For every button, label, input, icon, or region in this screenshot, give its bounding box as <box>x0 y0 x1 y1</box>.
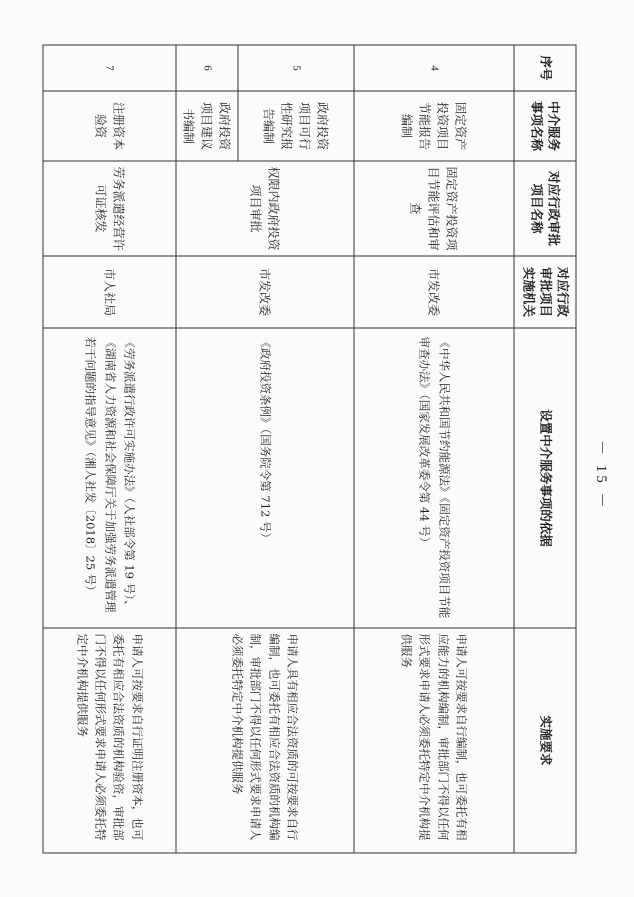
row-no: 4 <box>354 45 514 91</box>
row-agency: 市人社局 <box>43 256 176 328</box>
header-agency: 对应行政审批项目实施机关 <box>514 256 576 328</box>
row-approval: 劳务派遣经营许可证核发 <box>43 161 176 256</box>
row-requirement: 申请人可按要求自行证明注册资本，也可委托有相应合法资质的机构验资，审批部门不得以任何形式要求申请人必须委托特定中介机构提供服务 <box>43 628 176 853</box>
row-basis: 《中华人民共和国节约能源法》《固定资产投资项目节能审查办法》（国家发展改革委令第 44 号） <box>354 328 514 628</box>
header-requirement: 实施要求 <box>514 628 576 853</box>
row-no: 6 <box>176 45 238 91</box>
row-approval: 固定资产投资项目节能评估和审查 <box>354 161 514 256</box>
row-basis: 《政府投资条例》（国务院令第 712 号） <box>176 328 354 628</box>
header-service: 中介服务事项名称 <box>514 91 576 161</box>
row-no: 7 <box>43 45 176 91</box>
table-row <box>354 45 514 853</box>
row-service: 固定资产投资项目节能报告编制 <box>354 91 514 161</box>
table-row <box>43 45 176 853</box>
rotated-table-frame <box>44 45 577 853</box>
header-basis: 设置中介服务事项的依据 <box>514 328 576 628</box>
intermediary-services-table <box>43 45 577 854</box>
row-service: 注册资本验资 <box>43 91 176 161</box>
row-service: 政府投资项目可行性研究报告编制 <box>238 91 354 161</box>
table-row <box>238 45 354 853</box>
table-header-row <box>514 45 576 853</box>
header-approval: 对应行政审批项目名称 <box>514 161 576 256</box>
row-agency: 市发改委 <box>176 256 354 328</box>
row-requirement: 申请人可按要求自行编制，也可委托有相应能力的机构编制，审批部门不得以任何形式要求申请人必须委托特定中介机构提供服务 <box>354 628 514 853</box>
row-agency: 市发改委 <box>354 256 514 328</box>
row-no: 5 <box>238 45 354 91</box>
row-requirement: 申请人具有相应合法资质的可按要求自行编制，也可委托有相应合法资质的机构编制，审批部门不得以任何形式要求申请人必须委托特定中介机构提供服务 <box>176 628 354 853</box>
row-service: 政府投资项目建议书编制 <box>176 91 238 161</box>
header-no: 序号 <box>514 45 576 91</box>
page-number: － 15 － <box>593 440 609 511</box>
row-approval: 权限内政府投资项目审批 <box>176 161 354 256</box>
row-basis: 《劳务派遣行政许可实施办法》（人社部令第 19 号）、《湖南省人力资源和社会保障厅关于加强劳务派遣管理若干问题的指导意见》（湘人社发〔2018〕25 号） <box>43 328 176 628</box>
